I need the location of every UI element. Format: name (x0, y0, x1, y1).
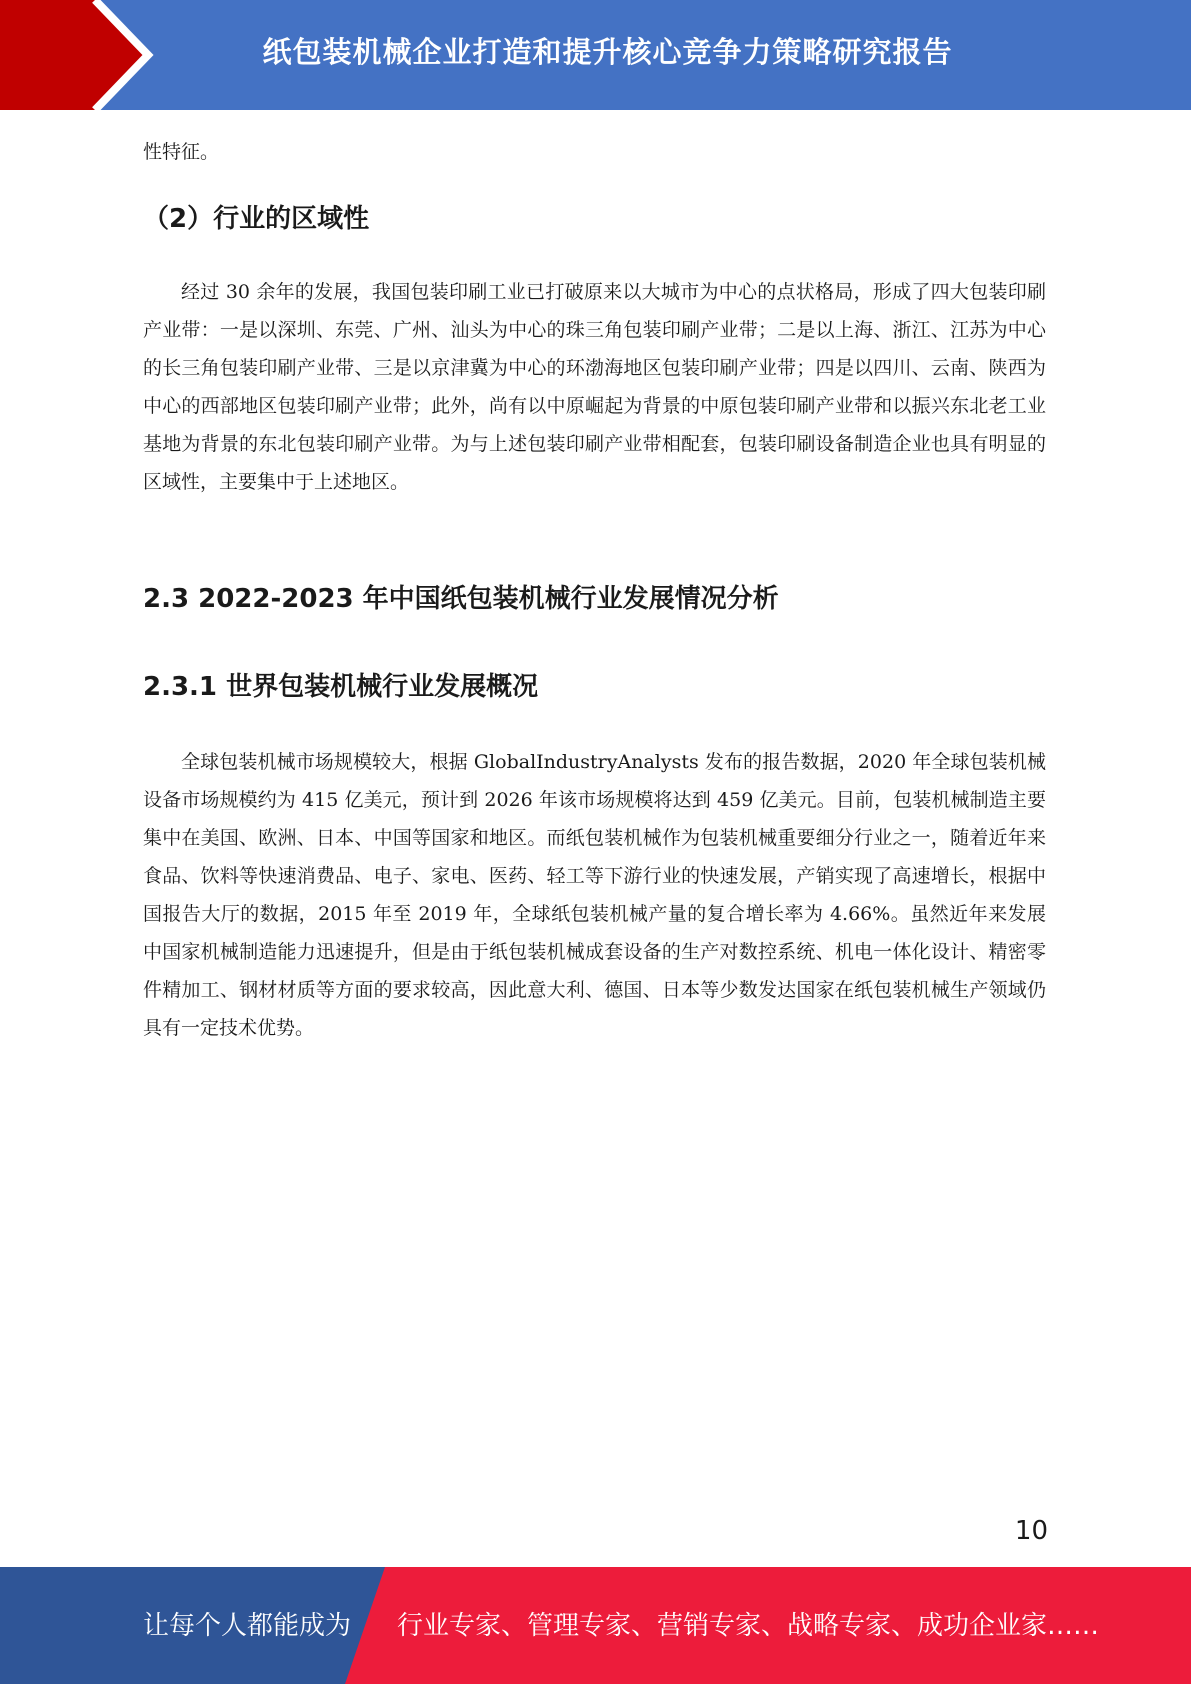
continued-text: 性特征。 (143, 141, 220, 163)
page-header (0, 0, 1191, 110)
paragraph-world-packaging: 全球包装机械市场规模较大，根据 GlobalIndustryAnalysts 发布的报告数据，2020 年全球包装机械设备市场规模约为 415 亿美元，预计到 2026 年该市场规模将达到 459 亿美元。目前，包装机械制造主要集中在美国、欧洲、日本、中国等国家和地区。而纸包装机械作为包装机械重要细分行业之一，随着近年来食品、饮料等快速消费品、电子、家电、医药、轻工等下游行业的快速发展，产销实现了高速增长，根据中国报告大厅的数据，2015 年至 2019 年，全球纸包装机械产量的复合增长率为 4.66%。虽然近年来发展中国家机械制造能力迅速提升，但是由于纸包装机械成套设备的生产对数控系统、机电一体化设计、精密零件精加工、钢材材质等方面的要求较高，因此意大利、德国、日本等少数发达国家在纸包装机械生产领域仍具有一定技术优势。 (143, 751, 1046, 1039)
paragraph-regional: 经过 30 余年的发展，我国包装印刷工业已打破原来以大城市为中心的点状格局，形成了四大包装印刷产业带：一是以深圳、东莞、广州、汕头为中心的珠三角包装印刷产业带；二是以上海、浙江、江苏为中心的长三角包装印刷产业带、三是以京津冀为中心的环渤海地区包装印刷产业带；四是以四川、云南、陕西为中心的西部地区包装印刷产业带；此外，尚有以中原崛起为背景的中原包装印刷产业带和以振兴东北老工业基地为背景的东北包装印刷产业带。为与上述包装印刷产业带相配套，包装印刷设备制造企业也具有明显的区域性，主要集中于上述地区。 (143, 281, 1046, 493)
section-heading-regional: （2）行业的区域性 (143, 204, 370, 234)
section-heading-2-3-1: 2.3.1 世界包装机械行业发展概况 (143, 672, 539, 702)
page-content (143, 134, 1046, 1047)
page-footer (0, 1567, 1191, 1684)
footer-slogan-left: 让每个人都能成为 (143, 1611, 352, 1641)
page-number: 10 (1014, 1516, 1048, 1546)
section-heading-2-3: 2.3 2022-2023 年中国纸包装机械行业发展情况分析 (143, 584, 779, 614)
footer-slogan-right: 行业专家、管理专家、营销专家、战略专家、成功企业家…… (397, 1611, 1100, 1641)
report-title: 纸包装机械企业打造和提升核心竞争力策略研究报告 (262, 35, 953, 69)
